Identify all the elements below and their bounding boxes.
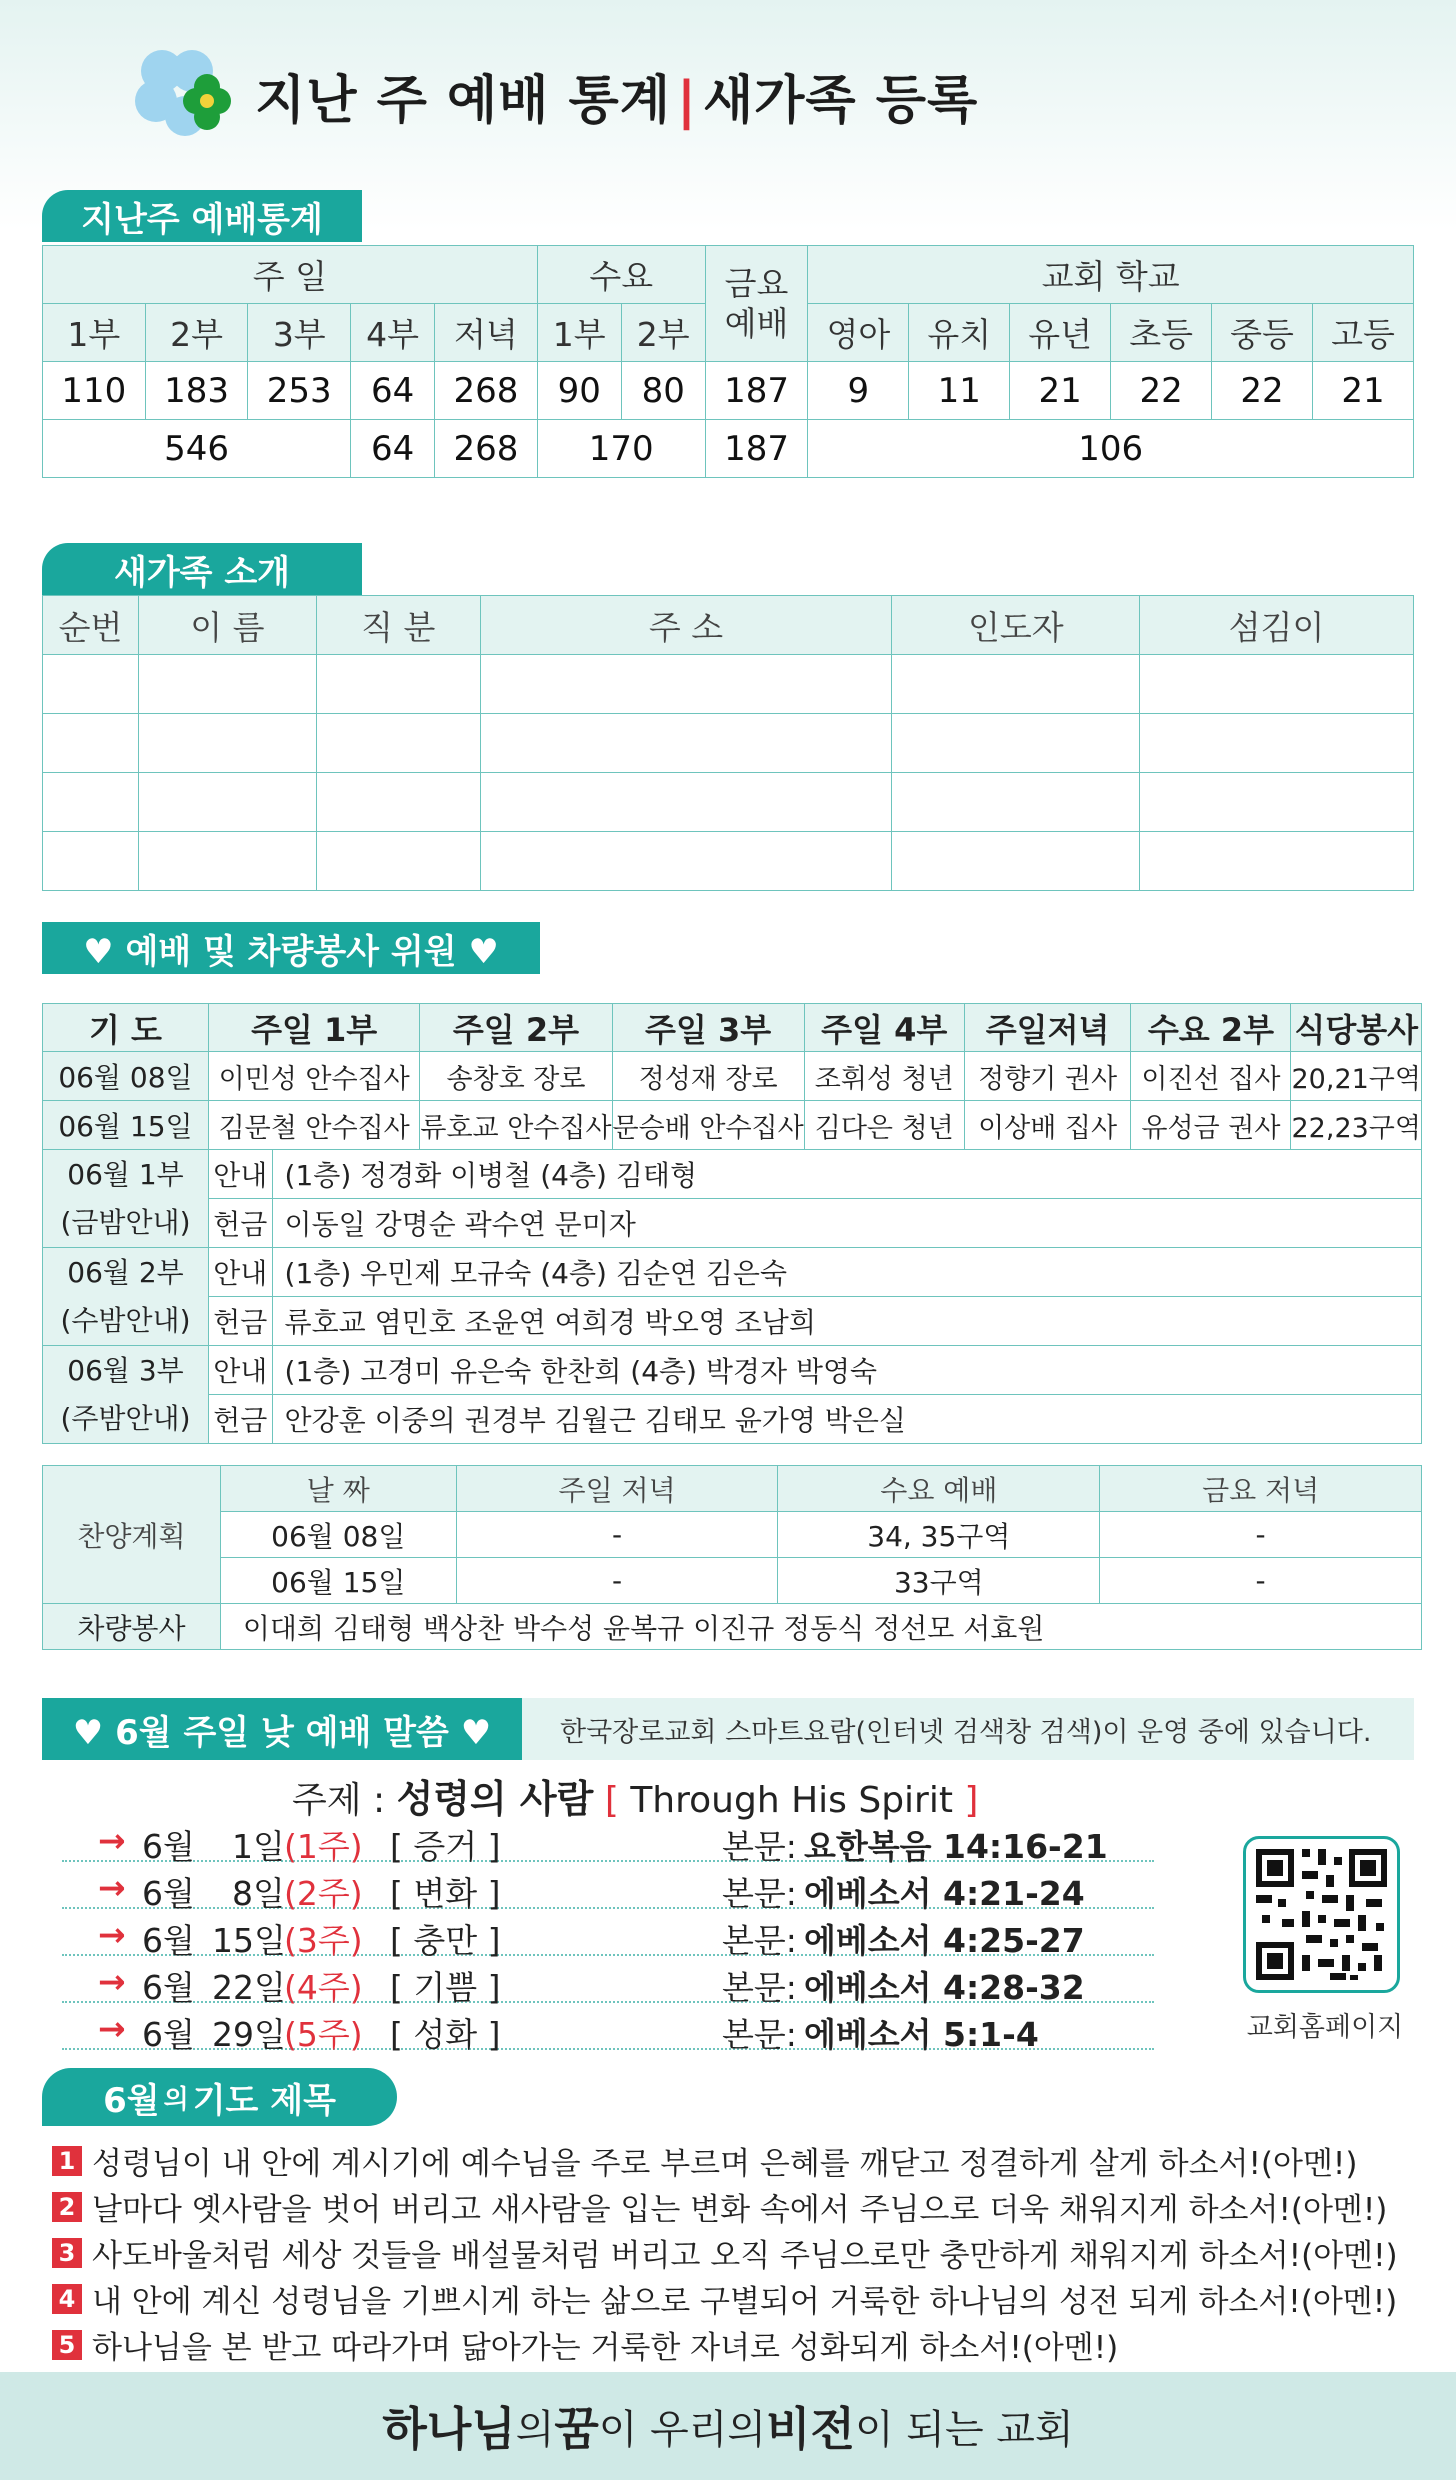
stats-sub: 유치 — [909, 304, 1010, 362]
sermon-text: 에베소서 5:1-4 — [804, 2015, 1039, 2054]
sermon-month: 6월 — [142, 2015, 195, 2054]
praise-cell: 33구역 — [778, 1558, 1100, 1604]
stats-head-school: 교회 학교 — [808, 246, 1414, 304]
newfamily-head: 주 소 — [480, 596, 892, 655]
page-title — [255, 58, 978, 133]
newfamily-row — [43, 714, 1414, 773]
stats-sub: 유년 — [1010, 304, 1111, 362]
stats-value: 9 — [808, 362, 909, 420]
stats-sub: 초등 — [1111, 304, 1212, 362]
stats-sub: 2부 — [621, 304, 705, 362]
prayer-number: 4 — [52, 2284, 82, 2314]
sermon-text-label: 본문: — [722, 2015, 797, 2054]
stats-value: 22 — [1212, 362, 1313, 420]
stats-head-friday: 금요 예배 — [705, 246, 808, 362]
prayer-number: 5 — [52, 2330, 82, 2360]
guide-text: (1층) 우민제 모규숙 (4층) 김순연 김은숙 — [272, 1248, 1421, 1297]
stats-total-school: 106 — [808, 420, 1414, 478]
stats-value: 187 — [705, 362, 808, 420]
sermon-row — [62, 1909, 1154, 1960]
sermon-week: (4주) — [284, 1968, 363, 2007]
newfamily-label: 새가족 소개 — [42, 543, 362, 595]
service-cell: 이상배 집사 — [964, 1101, 1131, 1150]
sermon-day: 1일 — [232, 1827, 285, 1866]
offering-text: 류호교 염민호 조윤연 여희경 박오영 조남희 — [272, 1297, 1421, 1346]
praise-head: 수요 예배 — [778, 1466, 1100, 1512]
page-header — [135, 50, 978, 140]
praise-cell: - — [456, 1558, 778, 1604]
guide-text: (1층) 정경화 이병철 (4층) 김태형 — [272, 1150, 1421, 1199]
guide-week: 06월 2부 (수밤안내) — [43, 1248, 209, 1346]
prayer-text: 내 안에 계신 성령님을 기쁘시게 하는 삶으로 구별되어 거룩한 하나님의 성전 되게 하소서!(아멘!) — [92, 2284, 1398, 2320]
vehicle-text: 이대희 김태형 백상찬 박수성 윤복규 이진규 정동식 정선모 서효원 — [220, 1604, 1421, 1650]
stats-value: 64 — [351, 362, 435, 420]
guide-week: 06월 1부 (금밤안내) — [43, 1150, 209, 1248]
service-cell: 송창호 장로 — [420, 1052, 612, 1101]
stats-total-wednesday: 170 — [537, 420, 705, 478]
prayer-number: 2 — [52, 2192, 82, 2222]
stats-total-sunday: 546 — [43, 420, 351, 478]
stats-total-friday: 187 — [705, 420, 808, 478]
praise-table — [42, 1465, 1422, 1650]
sermon-row — [62, 1815, 1154, 1866]
guide-label: 안내 — [208, 1150, 272, 1199]
praise-cell: - — [1100, 1558, 1422, 1604]
footer-slogan: 하나님 의 꿈 이 우리의 비전 이 되는 교회 — [0, 2372, 1456, 2480]
sermon-month: 6월 — [142, 1874, 195, 1913]
qr-code-icon[interactable] — [1243, 1836, 1400, 1993]
theme-prefix: 주제 : — [292, 1780, 386, 1821]
arrow-right-icon: → — [98, 1915, 126, 1954]
newfamily-head: 인도자 — [892, 596, 1140, 655]
stats-value: 90 — [537, 362, 621, 420]
newfamily-head: 섬김이 — [1140, 596, 1414, 655]
sermon-text: 에베소서 4:25-27 — [804, 1921, 1085, 1960]
service-cell: 조휘성 청년 — [804, 1052, 964, 1101]
service-head: 주일 3부 — [612, 1004, 804, 1052]
service-cell: 유성금 권사 — [1131, 1101, 1291, 1150]
prayer-item — [52, 2230, 1398, 2275]
stats-total-evening: 268 — [435, 420, 538, 478]
praise-label: 찬양계획 — [43, 1466, 221, 1604]
stats-head-wednesday: 수요 — [537, 246, 705, 304]
service-label: ♥ 예배 및 차량봉사 위원 ♥ — [42, 922, 540, 974]
sermon-text: 요한복음 14:16-21 — [804, 1827, 1108, 1866]
prayer-text: 하나님을 본 받고 따라가며 닮아가는 거룩한 자녀로 성화되게 하소서!(아멘!) — [92, 2330, 1119, 2366]
stats-label: 지난주 예배통계 — [42, 190, 362, 242]
sermon-text-label: 본문: — [722, 1827, 797, 1866]
theme-english: [ Through His Spirit ] — [604, 1780, 979, 1821]
stats-value: 21 — [1312, 362, 1413, 420]
service-table — [42, 1003, 1422, 1444]
sermon-text: 에베소서 4:28-32 — [804, 1968, 1085, 2007]
sermon-topic: [ 충만 ] — [390, 1921, 501, 1960]
praise-head: 날 짜 — [220, 1466, 456, 1512]
newfamily-table — [42, 595, 1414, 891]
offering-label: 헌금 — [208, 1199, 272, 1248]
stats-value: 110 — [43, 362, 146, 420]
offering-label: 헌금 — [208, 1395, 272, 1444]
arrow-right-icon: → — [98, 1868, 126, 1907]
service-head: 주일 4부 — [804, 1004, 964, 1052]
stats-value: 22 — [1111, 362, 1212, 420]
offering-text: 안강훈 이중의 권경부 김월근 김태모 윤가영 박은실 — [272, 1395, 1421, 1444]
sermon-label: ♥ 6월 주일 낮 예배 말씀 ♥ — [42, 1698, 522, 1760]
service-head: 주일 1부 — [208, 1004, 419, 1052]
stats-sub: 영아 — [808, 304, 909, 362]
newfamily-head: 순번 — [43, 596, 139, 655]
arrow-right-icon: → — [98, 1962, 126, 2001]
service-date: 06월 15일 — [43, 1101, 209, 1150]
service-cell: 20,21구역 — [1291, 1052, 1422, 1101]
vehicle-label: 차량봉사 — [43, 1604, 221, 1650]
stats-value: 253 — [248, 362, 351, 420]
guide-label: 안내 — [208, 1248, 272, 1297]
guide-label: 안내 — [208, 1346, 272, 1395]
stats-value: 11 — [909, 362, 1010, 420]
sermon-week: (2주) — [284, 1874, 363, 1913]
stats-value: 183 — [145, 362, 248, 420]
flower-icon — [135, 50, 245, 140]
sermon-day: 29일 — [212, 2015, 286, 2054]
prayer-item — [52, 2276, 1397, 2321]
sermon-day: 15일 — [212, 1921, 286, 1960]
stats-sub: 2부 — [145, 304, 248, 362]
sermon-topic: [ 변화 ] — [390, 1874, 501, 1913]
stats-sub: 저녁 — [435, 304, 538, 362]
guide-week: 06월 3부 (주밤안내) — [43, 1346, 209, 1444]
title-left: 지난 주 예배 통계 — [255, 70, 671, 131]
qr-caption: 교회홈페이지 — [1246, 2012, 1404, 2043]
prayer-text: 사도바울처럼 세상 것들을 배설물처럼 버리고 오직 주님으로만 충만하게 채워지게 하소서!(아멘!) — [92, 2238, 1398, 2274]
sermon-row — [62, 1956, 1154, 2007]
prayer-text: 날마다 옛사람을 벗어 버리고 새사람을 입는 변화 속에서 주님으로 더욱 채워지게 하소서!(아멘!) — [92, 2192, 1388, 2228]
service-head: 식당봉사 — [1291, 1004, 1422, 1052]
stats-head-sunday: 주 일 — [43, 246, 538, 304]
sermon-week: (1주) — [284, 1827, 363, 1866]
sermon-text-label: 본문: — [722, 1874, 797, 1913]
praise-head: 금요 저녁 — [1100, 1466, 1422, 1512]
sermon-month: 6월 — [142, 1968, 195, 2007]
praise-cell: 06월 08일 — [220, 1512, 456, 1558]
newfamily-row — [43, 832, 1414, 891]
theme-title: 성령의 사람 — [396, 1777, 594, 1821]
newfamily-row — [43, 655, 1414, 714]
arrow-right-icon: → — [98, 1821, 126, 1860]
sermon-topic: [ 성화 ] — [390, 2015, 501, 2054]
sermon-text: 에베소서 4:21-24 — [804, 1874, 1085, 1913]
newfamily-row — [43, 773, 1414, 832]
service-cell: 이민성 안수집사 — [208, 1052, 419, 1101]
stats-sub: 1부 — [537, 304, 621, 362]
stats-value: 80 — [621, 362, 705, 420]
service-head: 기 도 — [43, 1004, 209, 1052]
sermon-week: (5주) — [284, 2015, 363, 2054]
service-cell: 문승배 안수집사 — [612, 1101, 804, 1150]
service-head: 주일 2부 — [420, 1004, 612, 1052]
service-cell: 류호교 안수집사 — [420, 1101, 612, 1150]
service-cell: 이진선 집사 — [1131, 1052, 1291, 1101]
stats-sub: 1부 — [43, 304, 146, 362]
sermon-topic: [ 기쁨 ] — [390, 1968, 501, 2007]
prayer-item — [52, 2138, 1357, 2183]
newfamily-head: 이 름 — [138, 596, 316, 655]
sermon-month: 6월 — [142, 1921, 195, 1960]
stats-sub: 3부 — [248, 304, 351, 362]
service-head: 수요 2부 — [1131, 1004, 1291, 1052]
stats-sub: 중등 — [1212, 304, 1313, 362]
stats-value: 268 — [435, 362, 538, 420]
prayer-item — [52, 2184, 1387, 2229]
arrow-right-icon: → — [98, 2009, 126, 2048]
stats-total-sunday4: 64 — [351, 420, 435, 478]
prayer-text: 성령님이 내 안에 계시기에 예수님을 주로 부르며 은혜를 깨닫고 정결하게 살게 하소서!(아멘!) — [92, 2146, 1358, 2182]
service-cell: 김다은 청년 — [804, 1101, 964, 1150]
newfamily-head: 직 분 — [316, 596, 480, 655]
service-cell: 정향기 권사 — [964, 1052, 1131, 1101]
sermon-topic: [ 증거 ] — [390, 1827, 501, 1866]
stats-value: 21 — [1010, 362, 1111, 420]
sermon-text-label: 본문: — [722, 1968, 797, 2007]
prayer-item — [52, 2322, 1118, 2367]
offering-label: 헌금 — [208, 1297, 272, 1346]
praise-cell: 06월 15일 — [220, 1558, 456, 1604]
praise-cell: - — [456, 1512, 778, 1558]
sermon-month: 6월 — [142, 1827, 195, 1866]
praise-cell: 34, 35구역 — [778, 1512, 1100, 1558]
service-date: 06월 08일 — [43, 1052, 209, 1101]
sermon-week: (3주) — [284, 1921, 363, 1960]
praise-head: 주일 저녁 — [456, 1466, 778, 1512]
offering-text: 이동일 강명순 곽수연 문미자 — [272, 1199, 1421, 1248]
sermon-row — [62, 2003, 1154, 2054]
smart-yoram-notice: 한국장로교회 스마트요람(인터넷 검색창 검색)이 운영 중에 있습니다. — [560, 1716, 1372, 1748]
service-head: 주일저녁 — [964, 1004, 1131, 1052]
prayer-number: 3 — [52, 2238, 82, 2268]
service-cell: 22,23구역 — [1291, 1101, 1422, 1150]
sermon-text-label: 본문: — [722, 1921, 797, 1960]
sermon-day: 22일 — [212, 1968, 286, 2007]
service-cell: 김문철 안수집사 — [208, 1101, 419, 1150]
service-cell: 정성재 장로 — [612, 1052, 804, 1101]
title-separator: | — [676, 70, 697, 131]
stats-sub: 고등 — [1312, 304, 1413, 362]
stats-sub: 4부 — [351, 304, 435, 362]
guide-text: (1층) 고경미 유은숙 한찬희 (4층) 박경자 박영숙 — [272, 1346, 1421, 1395]
sermon-row — [62, 1862, 1154, 1913]
sermon-day: 8일 — [232, 1874, 285, 1913]
stats-table — [42, 245, 1414, 478]
praise-cell: - — [1100, 1512, 1422, 1558]
title-right: 새가족 등록 — [702, 70, 979, 131]
prayer-label: 6월 의 기도 제목 — [42, 2068, 397, 2126]
prayer-number: 1 — [52, 2146, 82, 2176]
